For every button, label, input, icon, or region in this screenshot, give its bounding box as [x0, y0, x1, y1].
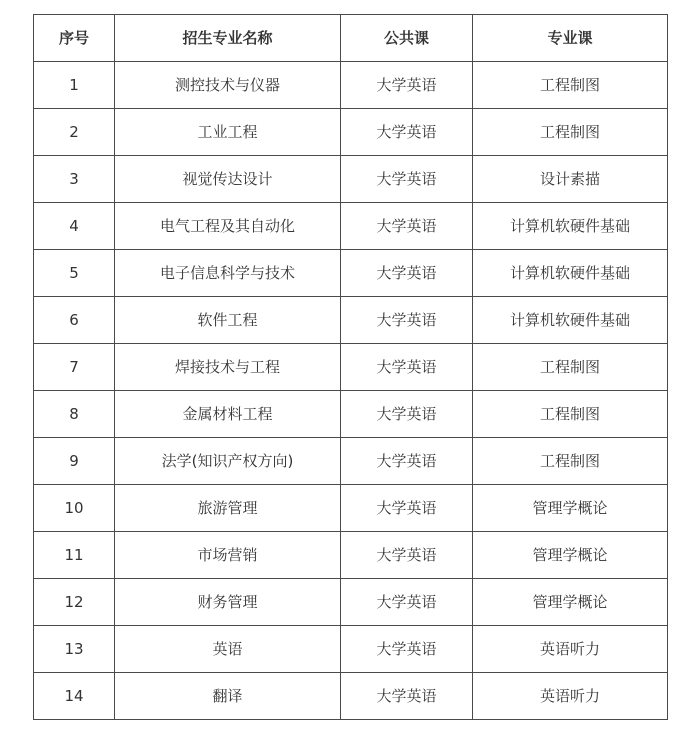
cell-major-course: 工程制图 — [473, 438, 668, 485]
cell-public-course: 大学英语 — [341, 297, 473, 344]
cell-major-course: 工程制图 — [473, 344, 668, 391]
cell-public-course: 大学英语 — [341, 62, 473, 109]
cell-public-course: 大学英语 — [341, 344, 473, 391]
cell-major-course: 管理学概论 — [473, 485, 668, 532]
table-row — [34, 626, 668, 673]
table-row — [34, 203, 668, 250]
cell-major-name: 翻译 — [115, 673, 341, 720]
cell-index: 14 — [34, 673, 115, 720]
cell-public-course: 大学英语 — [341, 673, 473, 720]
cell-public-course: 大学英语 — [341, 109, 473, 156]
cell-index: 4 — [34, 203, 115, 250]
cell-major-name: 视觉传达设计 — [115, 156, 341, 203]
cell-major-course: 工程制图 — [473, 62, 668, 109]
majors-table — [33, 14, 668, 720]
cell-index: 9 — [34, 438, 115, 485]
cell-major-course: 管理学概论 — [473, 579, 668, 626]
cell-index: 13 — [34, 626, 115, 673]
cell-major-name: 焊接技术与工程 — [115, 344, 341, 391]
cell-public-course: 大学英语 — [341, 579, 473, 626]
cell-index: 5 — [34, 250, 115, 297]
cell-major-name: 市场营销 — [115, 532, 341, 579]
table-row — [34, 156, 668, 203]
cell-major-name: 旅游管理 — [115, 485, 341, 532]
cell-index: 8 — [34, 391, 115, 438]
cell-major-name: 工业工程 — [115, 109, 341, 156]
table-row — [34, 297, 668, 344]
header-major-name: 招生专业名称 — [115, 15, 341, 62]
table-row — [34, 250, 668, 297]
cell-public-course: 大学英语 — [341, 203, 473, 250]
cell-major-course: 英语听力 — [473, 626, 668, 673]
cell-major-name: 法学(知识产权方向) — [115, 438, 341, 485]
cell-major-name: 测控技术与仪器 — [115, 62, 341, 109]
cell-major-course: 计算机软硬件基础 — [473, 250, 668, 297]
cell-major-course: 工程制图 — [473, 391, 668, 438]
table-row — [34, 344, 668, 391]
cell-major-name: 财务管理 — [115, 579, 341, 626]
header-row — [34, 15, 668, 62]
cell-index: 11 — [34, 532, 115, 579]
table-row — [34, 485, 668, 532]
cell-index: 1 — [34, 62, 115, 109]
cell-major-name: 电子信息科学与技术 — [115, 250, 341, 297]
table-row — [34, 62, 668, 109]
cell-major-course: 设计素描 — [473, 156, 668, 203]
table-row — [34, 579, 668, 626]
table-row — [34, 391, 668, 438]
table-row — [34, 532, 668, 579]
table-header — [34, 15, 668, 62]
cell-public-course: 大学英语 — [341, 250, 473, 297]
cell-major-course: 计算机软硬件基础 — [473, 297, 668, 344]
header-major-course: 专业课 — [473, 15, 668, 62]
cell-major-course: 计算机软硬件基础 — [473, 203, 668, 250]
table-body — [34, 62, 668, 720]
cell-public-course: 大学英语 — [341, 156, 473, 203]
cell-public-course: 大学英语 — [341, 485, 473, 532]
cell-major-name: 英语 — [115, 626, 341, 673]
cell-public-course: 大学英语 — [341, 532, 473, 579]
cell-index: 2 — [34, 109, 115, 156]
cell-public-course: 大学英语 — [341, 626, 473, 673]
cell-major-course: 工程制图 — [473, 109, 668, 156]
cell-index: 6 — [34, 297, 115, 344]
table-row — [34, 438, 668, 485]
cell-major-name: 电气工程及其自动化 — [115, 203, 341, 250]
cell-public-course: 大学英语 — [341, 391, 473, 438]
cell-index: 10 — [34, 485, 115, 532]
cell-major-course: 管理学概论 — [473, 532, 668, 579]
cell-index: 7 — [34, 344, 115, 391]
cell-index: 3 — [34, 156, 115, 203]
cell-index: 12 — [34, 579, 115, 626]
header-public-course: 公共课 — [341, 15, 473, 62]
cell-major-course: 英语听力 — [473, 673, 668, 720]
header-index: 序号 — [34, 15, 115, 62]
table-row — [34, 673, 668, 720]
cell-major-name: 软件工程 — [115, 297, 341, 344]
cell-public-course: 大学英语 — [341, 438, 473, 485]
table-row — [34, 109, 668, 156]
cell-major-name: 金属材料工程 — [115, 391, 341, 438]
